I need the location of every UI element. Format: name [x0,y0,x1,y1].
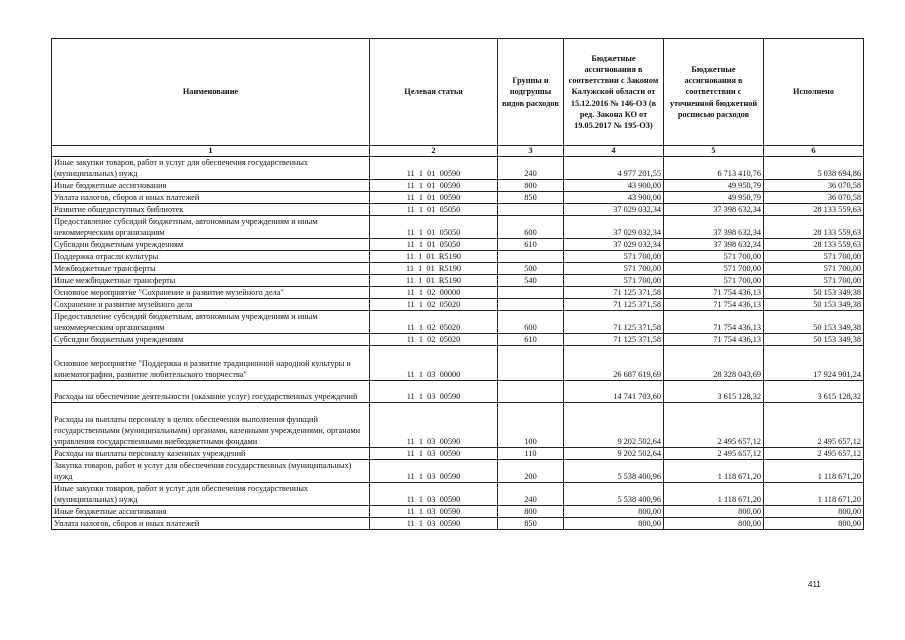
row-expense-group: 540 [498,275,564,287]
row-target-article: 11 1 03 00590 [370,403,498,448]
row-schedule-allocation: 6 713 410,76 [664,157,764,180]
row-executed: 571 700,00 [764,251,864,263]
row-executed: 36 070,58 [764,180,864,192]
row-schedule-allocation: 71 754 436,13 [664,311,764,334]
row-schedule-allocation: 37 398 632,34 [664,216,764,239]
row-schedule-allocation: 3 615 128,32 [664,381,764,403]
row-expense-group [498,299,564,311]
row-name: Сохранение и развитие музейного дела [52,299,370,311]
row-executed: 571 700,00 [764,263,864,275]
row-schedule-allocation: 71 754 436,13 [664,334,764,346]
row-name: Предоставление субсидий бюджетным, автономным учреждениям и иным некоммерческим организациям [52,311,370,334]
row-target-article: 11 1 02 05020 [370,311,498,334]
row-executed: 3 615 128,32 [764,381,864,403]
table-row [52,518,864,530]
row-law-allocation: 800,00 [564,506,664,518]
table-row [52,216,864,239]
table-row [52,403,864,448]
table-row [52,192,864,204]
column-number: 2 [370,146,498,157]
column-number-row [52,146,864,157]
row-expense-group: 800 [498,180,564,192]
row-law-allocation: 43 900,00 [564,180,664,192]
row-executed: 36 070,58 [764,192,864,204]
row-schedule-allocation: 28 328 043,69 [664,346,764,381]
row-name: Основное мероприятие "Поддержка и развитие традиционной народной культуры и кинематографии, развитие любительского творчества" [52,346,370,381]
row-expense-group: 240 [498,483,564,506]
table-row [52,448,864,460]
table-row [52,506,864,518]
row-schedule-allocation: 37 398 632,34 [664,204,764,216]
row-expense-group [498,251,564,263]
column-number: 1 [52,146,370,157]
row-executed: 1 118 671,20 [764,460,864,483]
column-number: 6 [764,146,864,157]
row-executed: 1 118 671,20 [764,483,864,506]
row-name: Развитие общедоступных библиотек [52,204,370,216]
table-row [52,180,864,192]
row-schedule-allocation: 71 754 436,13 [664,299,764,311]
row-name: Иные бюджетные ассигнования [52,180,370,192]
row-name: Расходы на выплаты персоналу казенных учреждений [52,448,370,460]
row-target-article: 11 1 03 00590 [370,448,498,460]
row-law-allocation: 37 029 032,34 [564,216,664,239]
table-row [52,483,864,506]
row-law-allocation: 5 538 400,96 [564,460,664,483]
row-target-article: 11 1 01 R5190 [370,275,498,287]
row-expense-group: 610 [498,334,564,346]
row-expense-group [498,346,564,381]
row-executed: 50 153 349,38 [764,299,864,311]
row-law-allocation: 800,00 [564,518,664,530]
row-schedule-allocation: 2 495 657,12 [664,448,764,460]
row-target-article: 11 1 03 00590 [370,460,498,483]
row-name: Предоставление субсидий бюджетным, автономным учреждениям и иным некоммерческим организациям [52,216,370,239]
row-expense-group: 500 [498,263,564,275]
row-name: Иные закупки товаров, работ и услуг для обеспечения государственных (муниципальных) нужд [52,157,370,180]
row-executed: 50 153 349,38 [764,311,864,334]
row-expense-group [498,204,564,216]
row-schedule-allocation: 800,00 [664,506,764,518]
row-name: Субсидии бюджетным учреждениям [52,334,370,346]
row-executed: 28 133 559,63 [764,239,864,251]
header-law-allocations: Бюджетные ассигнования в соответствии с Законом Калужской области от 15.12.2016 № 146-ОЗ (в ред. Закона КО от 19.05.2017 № 195-ОЗ) [564,39,664,146]
row-law-allocation: 37 029 032,34 [564,239,664,251]
row-expense-group [498,381,564,403]
row-schedule-allocation: 2 495 657,12 [664,403,764,448]
row-schedule-allocation: 71 754 436,13 [664,287,764,299]
row-executed: 50 153 349,38 [764,334,864,346]
row-schedule-allocation: 571 700,00 [664,263,764,275]
row-law-allocation: 26 687 619,69 [564,346,664,381]
row-executed: 50 153 349,38 [764,287,864,299]
table-row [52,287,864,299]
row-name: Межбюджетные трансферты [52,263,370,275]
row-name: Расходы на выплаты персоналу в целях обеспечения выполнения функций государственными (муниципальными) органами, казенными учреждениями, органами управления государственными внебюджетными фондами [52,403,370,448]
row-expense-group: 610 [498,239,564,251]
row-name: Поддержка отрасли культуры [52,251,370,263]
row-executed: 28 133 559,63 [764,216,864,239]
row-executed: 2 495 657,12 [764,403,864,448]
row-target-article: 11 1 01 05050 [370,239,498,251]
row-target-article: 11 1 02 05020 [370,334,498,346]
row-schedule-allocation: 49 950,79 [664,192,764,204]
table-body [52,157,864,530]
row-expense-group: 850 [498,192,564,204]
row-law-allocation: 4 977 201,55 [564,157,664,180]
row-target-article: 11 1 01 00590 [370,180,498,192]
table-row [52,460,864,483]
row-name: Иные закупки товаров, работ и услуг для обеспечения государственных (муниципальных) нужд [52,483,370,506]
row-name: Иные межбюджетные трансферты [52,275,370,287]
row-law-allocation: 71 125 371,58 [564,311,664,334]
column-number: 3 [498,146,564,157]
row-law-allocation: 14 741 703,60 [564,381,664,403]
row-schedule-allocation: 800,00 [664,518,764,530]
row-target-article: 11 1 01 00590 [370,157,498,180]
row-name: Иные бюджетные ассигнования [52,506,370,518]
row-schedule-allocation: 49 950,79 [664,180,764,192]
row-executed: 28 133 559,63 [764,204,864,216]
row-law-allocation: 43 900,00 [564,192,664,204]
page-number: 411 [808,580,821,589]
row-schedule-allocation: 1 118 671,20 [664,460,764,483]
row-name: Субсидии бюджетным учреждениям [52,239,370,251]
row-law-allocation: 571 700,00 [564,263,664,275]
row-executed: 571 700,00 [764,275,864,287]
row-target-article: 11 1 01 00590 [370,192,498,204]
row-target-article: 11 1 03 00000 [370,346,498,381]
row-law-allocation: 71 125 371,58 [564,299,664,311]
table-row [52,157,864,180]
table-row [52,263,864,275]
row-target-article: 11 1 01 05050 [370,216,498,239]
row-expense-group: 850 [498,518,564,530]
row-target-article: 11 1 03 00590 [370,381,498,403]
row-law-allocation: 71 125 371,58 [564,334,664,346]
row-target-article: 11 1 01 R5190 [370,263,498,275]
table-row [52,204,864,216]
row-expense-group: 110 [498,448,564,460]
header-expense-groups: Группы и подгруппы видов расходов [498,39,564,146]
row-target-article: 11 1 02 00000 [370,287,498,299]
table-row [52,381,864,403]
row-name: Уплата налогов, сборов и иных платежей [52,192,370,204]
header-name: Наименование [52,39,370,146]
row-executed: 5 038 694,86 [764,157,864,180]
table-row [52,346,864,381]
row-schedule-allocation: 37 398 632,34 [664,239,764,251]
row-expense-group: 240 [498,157,564,180]
row-expense-group: 600 [498,311,564,334]
column-number: 5 [664,146,764,157]
table-row [52,334,864,346]
header-schedule-allocations: Бюджетные ассигнования в соответствии с уточненной бюджетной росписью расходов [664,39,764,146]
row-law-allocation: 37 029 032,34 [564,204,664,216]
row-law-allocation: 571 700,00 [564,251,664,263]
row-executed: 17 924 901,24 [764,346,864,381]
row-schedule-allocation: 1 118 671,20 [664,483,764,506]
header-target-article: Целевая статья [370,39,498,146]
row-name: Расходы на обеспечение деятельности (оказание услуг) государственных учреждений [52,381,370,403]
header-row [52,39,864,146]
row-executed: 800,00 [764,506,864,518]
table-row [52,275,864,287]
row-executed: 800,00 [764,518,864,530]
table-row [52,299,864,311]
row-expense-group [498,287,564,299]
row-expense-group: 100 [498,403,564,448]
row-target-article: 11 1 03 00590 [370,506,498,518]
row-expense-group: 800 [498,506,564,518]
row-target-article: 11 1 03 00590 [370,483,498,506]
row-name: Закупка товаров, работ и услуг для обеспечения государственных (муниципальных) нужд [52,460,370,483]
row-law-allocation: 71 125 371,58 [564,287,664,299]
row-law-allocation: 571 700,00 [564,275,664,287]
row-name: Основное мероприятие "Сохранение и развитие музейного дела" [52,287,370,299]
row-law-allocation: 5 538 400,96 [564,483,664,506]
row-law-allocation: 9 202 502,64 [564,448,664,460]
row-target-article: 11 1 03 00590 [370,518,498,530]
row-schedule-allocation: 571 700,00 [664,251,764,263]
row-executed: 2 495 657,12 [764,448,864,460]
budget-table [51,38,864,530]
row-expense-group: 200 [498,460,564,483]
header-executed: Исполнено [764,39,864,146]
row-name: Уплата налогов, сборов и иных платежей [52,518,370,530]
row-target-article: 11 1 01 05050 [370,204,498,216]
column-number: 4 [564,146,664,157]
row-law-allocation: 9 202 502,64 [564,403,664,448]
row-schedule-allocation: 571 700,00 [664,275,764,287]
table-row [52,251,864,263]
row-target-article: 11 1 02 05020 [370,299,498,311]
row-expense-group: 600 [498,216,564,239]
table-row [52,311,864,334]
row-target-article: 11 1 01 R5190 [370,251,498,263]
table-row [52,239,864,251]
